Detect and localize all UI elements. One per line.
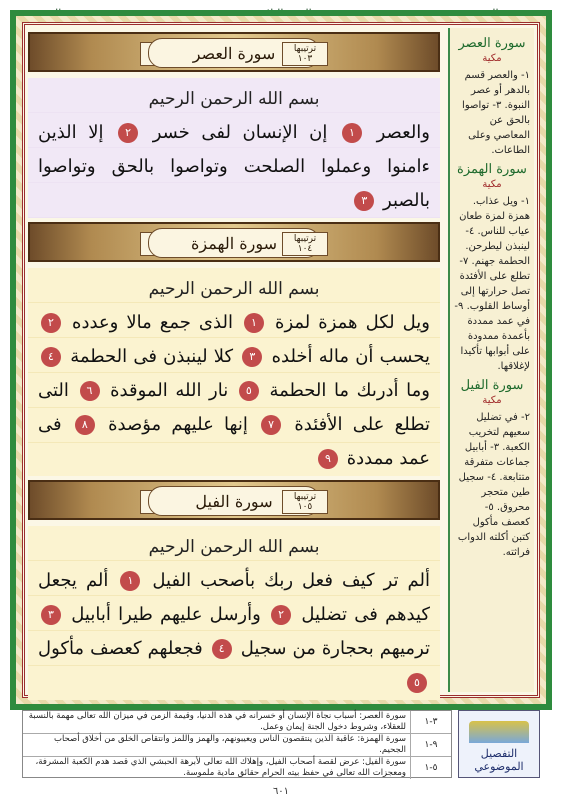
verse-text: ترميهم بحجارة من سجيل [240,638,431,659]
verse-text: ألم تر كيف فعل ربك بأصحب الفيل [152,570,430,591]
verse-number-marker: ٢ [41,313,61,333]
verse-number-marker: ٣ [41,605,61,625]
surah-title: سورة العصر [148,38,320,68]
verse-number-marker: ٦ [80,381,100,401]
note-row [23,734,451,757]
surah-header-band [28,32,440,72]
sidebar-surah-type: مكية [482,53,502,64]
badge-line1: التفصيل [480,747,518,760]
mosque-icon [469,721,529,743]
badge-line2: الموضوعي [474,760,524,773]
verse-text: فجعلهم كعصف مأكول [38,638,203,659]
sidebar-surah-type: مكية [482,179,502,190]
order-value: ١٠٤ [297,244,313,254]
verse-text: إن الإنسان لفى خسر [152,122,328,143]
sidebar-surah-type: مكية [482,395,502,406]
surah-header-band [28,480,440,520]
surah-order [282,42,328,66]
verse-text: إلا الذين ءامنوا وعملوا الصلحت وتواصوا بالحق وتواصوا بالصبر [38,122,430,211]
surah-order [282,490,328,514]
verse-number-marker: ٥ [407,673,427,693]
note-ref: ٥-١ [410,757,451,779]
note-ref: ٣-١ [410,711,451,733]
verses-column [28,28,440,692]
verse-number-marker: ٢ [118,123,138,143]
verse-number-marker: ٣ [354,191,374,211]
tafsir-sidebar [448,28,534,692]
page-number: ٦٠١ [272,786,290,797]
surah-text [28,78,440,218]
order-label: ترتيبها [293,492,317,502]
verse-number-marker: ١ [120,571,140,591]
surah-title: سورة الهمزة [148,228,320,258]
thematic-badge [458,710,540,778]
note-text: سورة الهمزة: عاقبة الذين ينتقصون الناس ويعيبونهم، والهمز واللمز وانتقاص الخلق من أخلاق أصحاب الجحيم. [53,734,406,755]
verse-text: وأرسل عليهم طيرا أبابيل [71,604,261,625]
surah-title: سورة الفيل [148,486,320,516]
verse-number-marker: ١ [342,123,362,143]
note-text: سورة الفيل: عرض لقصة أصحاب الفيل، وإهلاك الله تعالى لأبرهة الحبشي الذي قصد هدم الكعبة المشرفة، ومعجزات الله تعالى في حفظ بيته الحرام حقائق مادية ملموسة. [35,757,406,778]
footer-area [22,710,540,780]
note-ref: ٩-١ [410,734,451,756]
verse-number-marker: ١ [244,313,264,333]
order-label: ترتيبها [293,44,317,54]
note-row [23,711,451,734]
bismillah: بسم الله الرحمن الرحيم [148,279,320,299]
verse-text: نار الله الموقدة [110,380,229,401]
verse-number-marker: ٤ [212,639,232,659]
verse-text: ويل لكل همزة لمزة [275,312,430,333]
verse-number-marker: ٩ [318,449,338,469]
verse-number-marker: ٥ [239,381,259,401]
verse-number-marker: ٧ [261,415,281,435]
surah-order [282,232,328,256]
verse-text: كلا لينبذن فى الحطمة [70,346,234,367]
sidebar-glossary: ١- ويل عذاب. همزة لمزة طعان عياب للناس. ٤- لينبذن ليطرحن. الحطمة جهنم. ٧- تطلع على الأفئدة تصل حرارتها إلى أوساط القلوب. ٩- في عمد ممددة بأعمدة ممدودة على أبوابها تأكيدا لإغلاقها. [454,196,530,372]
verse-number-marker: ٢ [271,605,291,625]
sidebar-glossary: ٢- في تضليل سعيهم لتخريب الكعبة. ٣- أبابيل جماعات متفرقة متتابعة. ٤- سجيل طين متحجر محروق. ٥- كعصف مأكول كتبن أكلته الدواب فراثته. [457,412,530,558]
surah-text [28,526,440,700]
verse-text: إنها عليهم مؤصدة [108,414,248,435]
sidebar-surah-title: سورة الهمزة [457,162,527,177]
sidebar-surah-title: سورة العصر [458,36,526,51]
verse-text: الذى جمع مالا وعدده [72,312,233,333]
sidebar-glossary: ١- والعصر قسم بالدهر أو عصر النبوة. ٣- تواصوا بالحق عن المعاصي وعلى الطاعات. [462,70,530,156]
bismillah: بسم الله الرحمن الرحيم [148,89,320,109]
order-value: ١٠٣ [297,54,313,64]
verse-text: وما أدرىك ما الحطمة [269,380,430,401]
note-text: سورة العصر: أسباب نجاة الإنسان أو خسرانه في هذه الدنيا، وقيمة الزمن في ميزان الله تعالى مهمة بالنسبة للعقلاء، وشروط دخول الجنة إيمان وعمل. [28,711,406,732]
thematic-notes-table [22,710,452,778]
verse-text: يحسب أن ماله أخلده [271,346,430,367]
surah-text [28,268,440,476]
sidebar-surah-title: سورة الفيل [460,378,524,393]
verse-number-marker: ٣ [242,347,262,367]
order-label: ترتيبها [293,234,317,244]
verse-number-marker: ٤ [41,347,61,367]
note-row [23,757,451,779]
bismillah: بسم الله الرحمن الرحيم [148,537,320,557]
verse-text: ألم يجعل كيدهم فى تضليل [38,570,430,625]
order-value: ١٠٥ [297,502,313,512]
verse-number-marker: ٨ [75,415,95,435]
verse-text: التى تطلع على الأفئدة [38,380,430,435]
verse-text: فى عمد ممددة [38,414,430,469]
surah-header-band [28,222,440,262]
verse-text: والعصر [376,122,430,143]
